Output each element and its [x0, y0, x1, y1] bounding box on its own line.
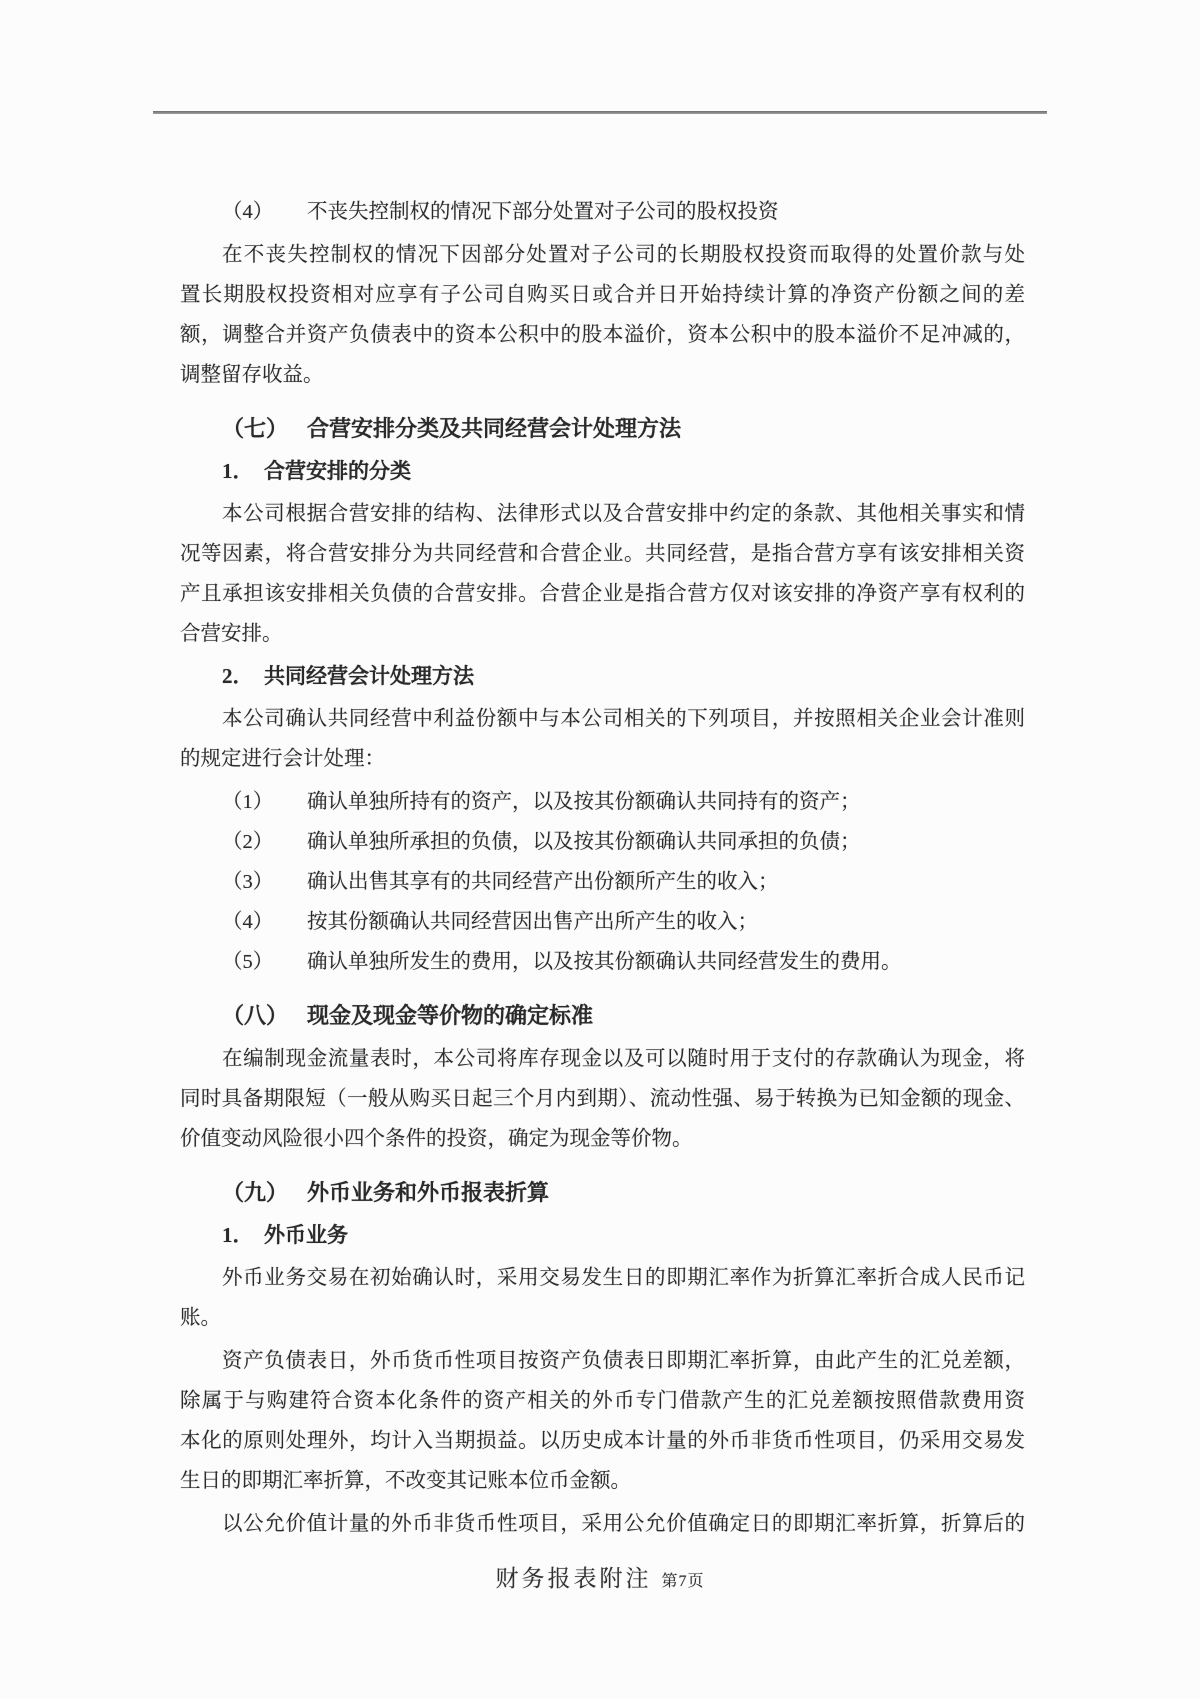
section-heading [180, 1173, 1025, 1213]
list-item-marker: （4） [222, 911, 274, 933]
header-rule [153, 111, 1047, 114]
list-item-marker: （3） [222, 871, 274, 893]
section-marker: （九） [222, 1180, 289, 1205]
paragraph-line: 产且承担该安排相关负债的合营安排。合营企业是指合营方仅对该安排的净资产享有权利的 [180, 583, 1025, 605]
paragraph-line: 本化的原则处理外，均计入当期损益。以历史成本计量的外币非货币性项目，仍采用交易发 [180, 1430, 1025, 1452]
sub-heading [180, 656, 1025, 696]
paragraph [180, 235, 1025, 395]
list-item [180, 782, 1025, 822]
list-item [180, 862, 1025, 902]
item-marker: （4） [222, 201, 274, 223]
paragraph-line: 资产负债表日，外币货币性项目按资产负债表日即期汇率折算，由此产生的汇兑差额， [222, 1350, 1025, 1372]
paragraph-line: 同时具备期限短（一般从购买日起三个月内到期）、流动性强、易于转换为已知金额的现金、 [180, 1088, 1025, 1110]
sub-heading-marker: 1． [222, 1223, 254, 1247]
footer-page-number: 第7页 [661, 1573, 705, 1590]
paragraph-line: 外币业务交易在初始确认时，采用交易发生日的即期汇率作为折算汇率折合成人民币记 [222, 1267, 1025, 1289]
list-item-text: 确认单独所承担的负债，以及按其份额确认共同承担的负债； [307, 831, 861, 853]
paragraph-line: 在不丧失控制权的情况下因部分处置对子公司的长期股权投资而取得的处置价款与处 [222, 244, 1025, 266]
document-content [180, 192, 1025, 1544]
list-item-text: 按其份额确认共同经营因出售产出所产生的收入； [307, 911, 758, 933]
footer-title: 财务报表附注 [495, 1566, 652, 1591]
paragraph-line: 置长期股权投资相对应享有子公司自购买日或合并日开始持续计算的净资产份额之间的差 [180, 284, 1025, 306]
list-item-marker: （1） [222, 791, 274, 813]
sub-heading-text: 共同经营会计处理方法 [264, 664, 474, 688]
list-item-marker: （5） [222, 951, 274, 973]
list-item-text: 确认单独所发生的费用，以及按其份额确认共同经营发生的费用。 [307, 951, 902, 973]
section-heading [180, 996, 1025, 1036]
paragraph-line: 价值变动风险很小四个条件的投资，确定为现金等价物。 [180, 1128, 693, 1150]
paragraph-line: 的规定进行会计处理： [180, 748, 385, 770]
paragraph-line: 合营安排。 [180, 623, 283, 645]
sub-heading-text: 外币业务 [264, 1223, 348, 1247]
list-item [180, 902, 1025, 942]
paragraph [180, 1341, 1025, 1501]
paragraph-line: 本公司确认共同经营中利益份额中与本公司相关的下列项目，并按照相关企业会计准则 [222, 708, 1025, 730]
paragraph-line: 额，调整合并资产负债表中的资本公积中的股本溢价，资本公积中的股本溢价不足冲减的， [180, 324, 1025, 346]
paragraph [180, 494, 1025, 654]
list-item-text: 确认单独所持有的资产，以及按其份额确认共同持有的资产； [307, 791, 861, 813]
numbered-list [180, 782, 1025, 982]
paragraph-line: 在编制现金流量表时，本公司将库存现金以及可以随时用于支付的存款确认为现金，将 [222, 1048, 1025, 1070]
paragraph-line: 本公司根据合营安排的结构、法律形式以及合营安排中约定的条款、其他相关事实和情 [222, 503, 1025, 525]
paragraph [180, 1258, 1025, 1338]
list-item [180, 942, 1025, 982]
item-heading-text: 不丧失控制权的情况下部分处置对子公司的股权投资 [307, 201, 779, 223]
paragraph [180, 699, 1025, 779]
sub-heading-marker: 1． [222, 459, 254, 483]
item-heading [180, 192, 1025, 232]
paragraph-line: 调整留存收益。 [180, 364, 324, 386]
paragraph-line: 生日的即期汇率折算，不改变其记账本位币金额。 [180, 1470, 631, 1492]
page-footer [0, 1560, 1200, 1593]
section-marker: （八） [222, 1003, 289, 1028]
paragraph-line: 除属于与购建符合资本化条件的资产相关的外币专门借款产生的汇兑差额按照借款费用资 [180, 1390, 1025, 1412]
paragraph-line: 账。 [180, 1307, 221, 1329]
list-item [180, 822, 1025, 862]
paragraph [180, 1504, 1025, 1544]
sub-heading-text: 合营安排的分类 [264, 459, 411, 483]
paragraph-line: 以公允价值计量的外币非货币性项目，采用公允价值确定日的即期汇率折算，折算后的 [222, 1513, 1025, 1535]
section-heading [180, 409, 1025, 449]
list-item-text: 确认出售其享有的共同经营产出份额所产生的收入； [307, 871, 779, 893]
section-heading-text: 合营安排分类及共同经营会计处理方法 [307, 416, 682, 441]
section-heading-text: 外币业务和外币报表折算 [307, 1180, 550, 1205]
sub-heading [180, 1215, 1025, 1255]
section-marker: （七） [222, 416, 289, 441]
section-heading-text: 现金及现金等价物的确定标准 [307, 1003, 594, 1028]
paragraph-line: 况等因素，将合营安排分为共同经营和合营企业。共同经营，是指合营方享有该安排相关资 [180, 543, 1025, 565]
paragraph [180, 1039, 1025, 1159]
list-item-marker: （2） [222, 831, 274, 853]
sub-heading [180, 451, 1025, 491]
sub-heading-marker: 2． [222, 664, 254, 688]
